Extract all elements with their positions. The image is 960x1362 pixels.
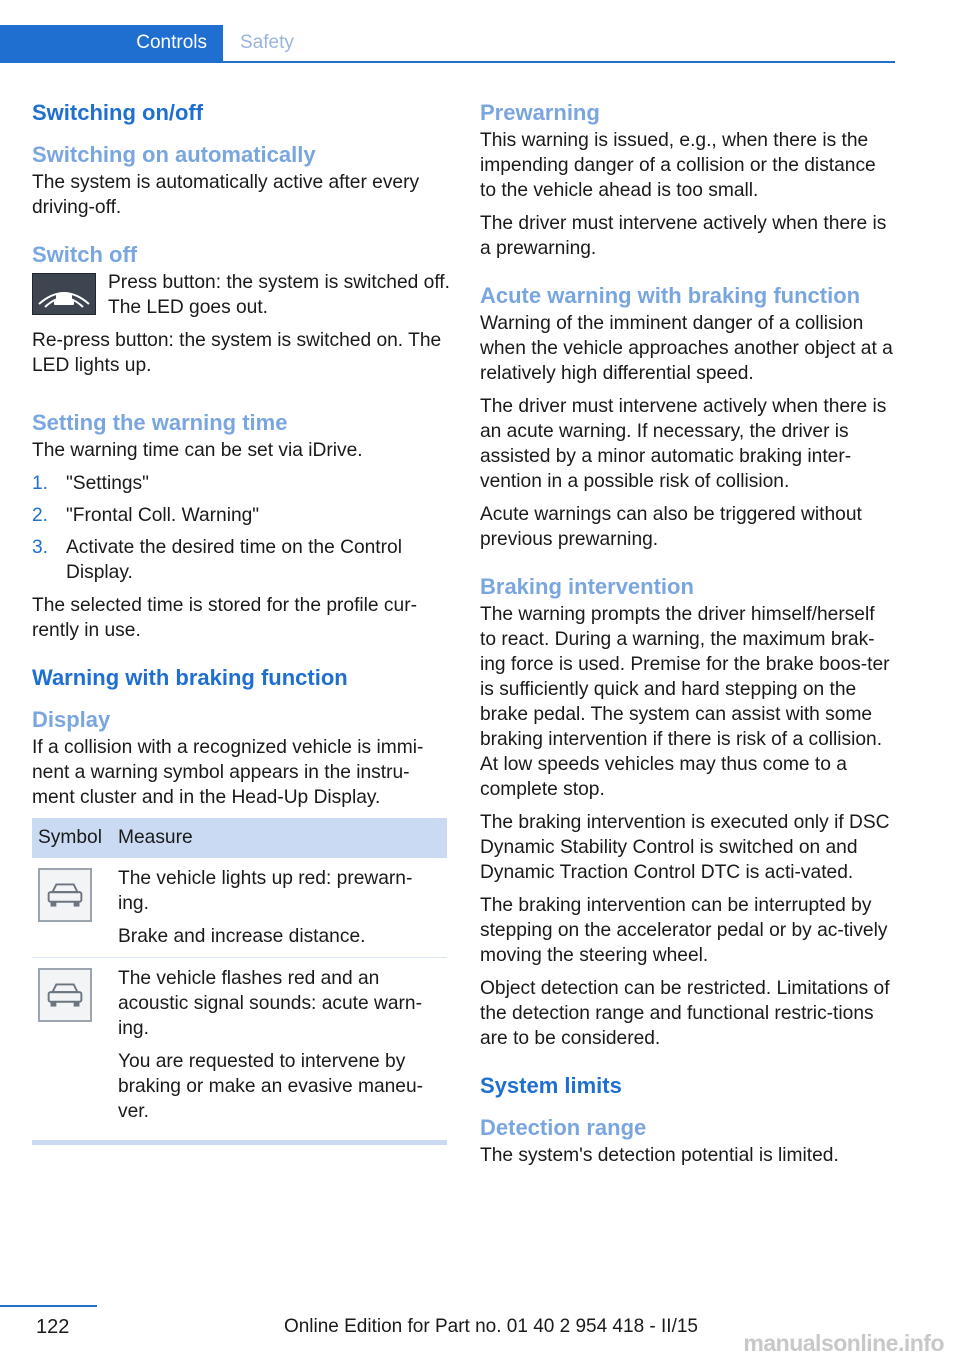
paragraph-braking-1: The warning prompts the driver himself/herself to react. During a warning, the maximum brak-ing force is used. Premise for the brake boos-ter is sufficiently quick and hard stepping on the brake pedal. The system can assist with some braking intervention if there is risk of a collision. At low speeds vehicles may thus come to a complete stop. xyxy=(480,604,890,800)
switch-off-row xyxy=(32,270,450,320)
heading-setting-warning-time: Setting the warning time xyxy=(32,410,288,435)
paragraph-auto-active: The system is automatically active after every driving-off. xyxy=(32,172,420,218)
left-column xyxy=(32,98,450,1145)
table-header-row xyxy=(32,818,447,858)
heading-detection-range: Detection range xyxy=(480,1115,647,1140)
paragraph-braking-4: Object detection can be restricted. Limitations of the detection range and functional restric-tions are to be considered. xyxy=(480,978,890,1049)
collision-warning-button-icon xyxy=(32,273,96,315)
measure-cell xyxy=(112,958,447,1133)
warning-symbol-table xyxy=(32,818,447,1132)
table-row xyxy=(32,958,447,1133)
step-number: 3. xyxy=(32,537,49,558)
table-bottom-rule xyxy=(32,1140,447,1145)
paragraph-braking-3: The braking intervention can be interrupted by stepping on the accelerator pedal or by ac-tively moving the steering wheel. xyxy=(480,895,888,966)
paragraph-time-stored: The selected time is stored for the profile cur-rently in use. xyxy=(32,595,417,641)
paragraph-warning-time: The warning time can be set via iDrive. xyxy=(32,440,363,461)
list-item xyxy=(32,503,450,528)
paragraph-display: If a collision with a recognized vehicle is immi-nent a warning symbol appears in the instru-ment cluster and in the Head-Up Display. xyxy=(32,737,424,808)
paragraph-braking-2: The braking intervention is executed only if DSC Dynamic Stability Control is switched on and Dynamic Traction Control DTC is acti-vated. xyxy=(480,812,890,883)
list-item xyxy=(32,535,450,585)
measure-cell xyxy=(112,858,447,958)
symbol-cell xyxy=(32,858,112,958)
vehicle-prewarning-icon xyxy=(38,868,92,922)
heading-acute-warning: Acute warning with braking function xyxy=(480,283,861,308)
list-item xyxy=(32,471,450,496)
step-text: "Frontal Coll. Warning" xyxy=(66,505,260,526)
paragraph-prewarning-2: The driver must intervene actively when there is a prewarning. xyxy=(480,213,887,259)
measure-text: You are requested to intervene by braking or make an evasive maneu-ver. xyxy=(118,1051,424,1122)
measure-text: The vehicle lights up red: prewarn-ing. xyxy=(118,868,413,914)
heading-system-limits: System limits xyxy=(480,1073,622,1098)
steps-list xyxy=(32,471,450,585)
heading-warning-braking-function: Warning with braking function xyxy=(32,665,348,690)
right-column xyxy=(480,98,895,1176)
paragraph-press-button: Press button: the system is switched off. The LED goes out. xyxy=(108,272,450,318)
heading-prewarning: Prewarning xyxy=(480,100,600,125)
paragraph-detection: The system's detection potential is limited. xyxy=(480,1145,839,1166)
table-row xyxy=(32,858,447,958)
heading-switch-off: Switch off xyxy=(32,242,138,267)
heading-braking-intervention: Braking intervention xyxy=(480,574,694,599)
chapter-tabs xyxy=(0,25,895,63)
paragraph-acute-1: Warning of the imminent danger of a collision when the vehicle approaches another object at a relatively high differential speed. xyxy=(480,313,893,384)
paragraph-acute-2: The driver must intervene actively when there is an acute warning. If necessary, the driver is assisted by a minor automatic braking inter-vention in a possible risk of collision. xyxy=(480,396,887,492)
paragraph-prewarning-1: This warning is issued, e.g., when there is the impending danger of a collision or the distance to the vehicle ahead is too small. xyxy=(480,130,876,201)
column-header-symbol: Symbol xyxy=(32,818,112,858)
measure-text: Brake and increase distance. xyxy=(118,926,366,947)
step-number: 1. xyxy=(32,473,49,494)
step-text: "Settings" xyxy=(66,473,149,494)
edition-footer: Online Edition for Part no. 01 40 2 954 418 - II/15 xyxy=(283,1316,698,1337)
paragraph-repress-button: Re-press button: the system is switched on. The LED lights up. xyxy=(32,330,442,376)
heading-display: Display xyxy=(32,707,111,732)
page-number: 122 xyxy=(36,1316,70,1338)
tab-controls[interactable]: Controls xyxy=(0,25,223,61)
heading-switching-on-off: Switching on/off xyxy=(32,100,204,125)
column-header-measure: Measure xyxy=(112,818,447,858)
vehicle-acute-warning-icon xyxy=(38,968,92,1022)
paragraph-acute-3: Acute warnings can also be triggered without previous prewarning. xyxy=(480,504,862,550)
measure-text: The vehicle flashes red and an acoustic signal sounds: acute warn-ing. xyxy=(118,968,422,1039)
watermark: manualsonline.info xyxy=(743,1330,944,1356)
tab-safety[interactable]: Safety xyxy=(240,32,294,53)
symbol-cell xyxy=(32,958,112,1133)
step-text: Activate the desired time on the Control Display. xyxy=(66,537,402,583)
heading-switching-on-automatically: Switching on automatically xyxy=(32,142,316,167)
step-number: 2. xyxy=(32,505,49,526)
page-number-rule xyxy=(0,1305,97,1307)
